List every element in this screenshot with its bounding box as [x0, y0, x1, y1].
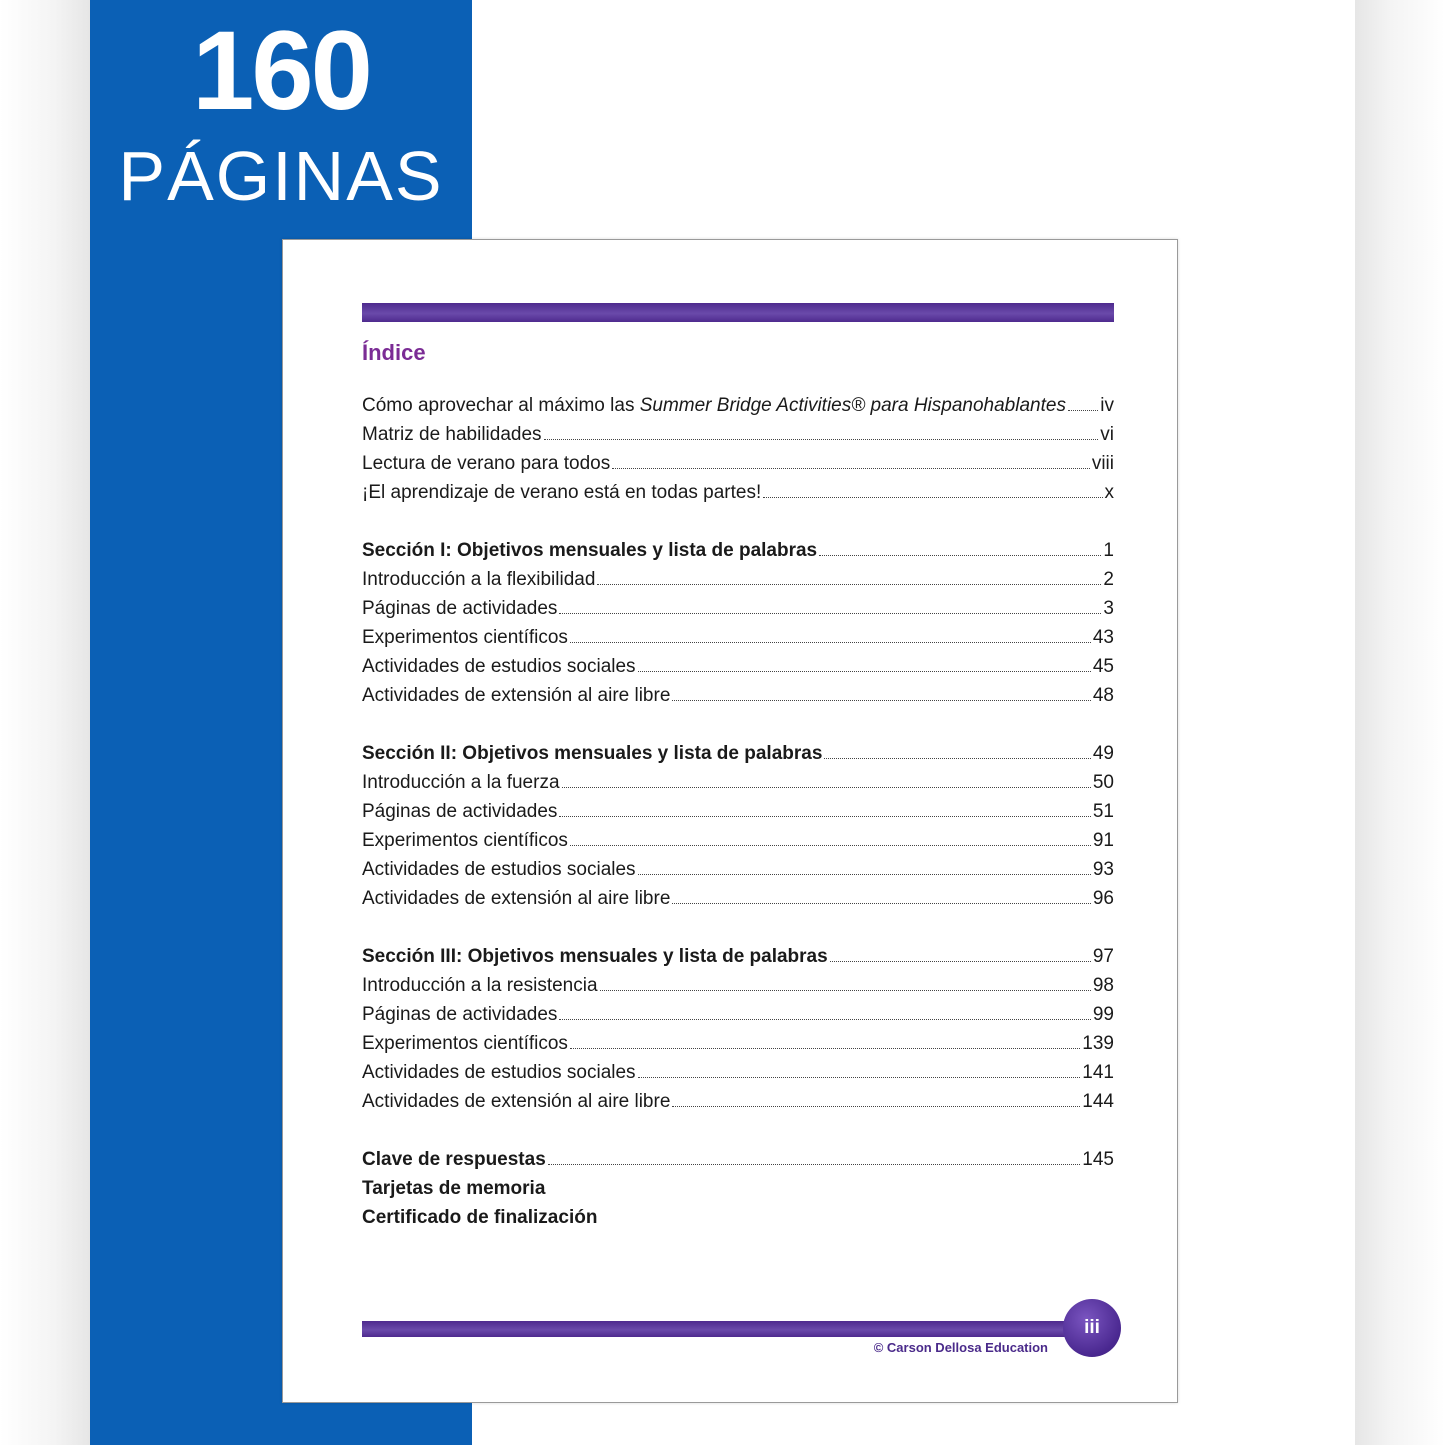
dot-leader — [570, 845, 1091, 846]
dot-leader — [548, 1164, 1081, 1165]
dot-leader — [830, 961, 1091, 962]
dot-leader — [597, 584, 1101, 585]
toc-entry-page: 141 — [1082, 1062, 1114, 1083]
dot-leader — [544, 439, 1099, 440]
toc-entry-label: Introducción a la flexibilidad — [362, 569, 596, 590]
toc-entry-page: 144 — [1082, 1091, 1114, 1112]
toc-entry-page: 96 — [1092, 888, 1114, 909]
dot-leader — [638, 874, 1091, 875]
toc-entry-label: Tarjetas de memoria — [362, 1178, 546, 1199]
toc-entry — [362, 482, 1114, 511]
dot-leader — [672, 1106, 1080, 1107]
toc-entry — [362, 830, 1114, 859]
toc-entry — [362, 453, 1114, 482]
dot-leader — [763, 497, 1102, 498]
toc-entry-label: Experimentos científicos — [362, 830, 568, 851]
toc-entry — [362, 1004, 1114, 1033]
toc-entry-page: 45 — [1092, 656, 1114, 677]
dot-leader — [559, 613, 1101, 614]
toc-entry-label: Actividades de extensión al aire libre — [362, 1091, 671, 1112]
toc-entry-label: Matriz de habilidades — [362, 424, 542, 445]
toc-entry-page: 48 — [1092, 685, 1114, 706]
section-heading — [362, 946, 1114, 975]
toc-entry-label: ¡El aprendizaje de verano está en todas partes! — [362, 482, 762, 503]
section-heading — [362, 743, 1114, 772]
toc-entry — [362, 975, 1114, 1004]
toc-entry-flash-cards — [362, 1178, 1114, 1207]
toc-entry-page: 50 — [1092, 772, 1114, 793]
toc-entry-label: Experimentos científicos — [362, 627, 568, 648]
toc-entry — [362, 598, 1114, 627]
dot-leader — [1068, 410, 1098, 411]
toc-entry — [362, 772, 1114, 801]
dot-leader — [570, 1048, 1080, 1049]
toc-entry-page: 139 — [1082, 1033, 1114, 1054]
copyright-text: © Carson Dellosa Education — [873, 1340, 1048, 1355]
table-of-contents — [362, 395, 1114, 1236]
toc-entry-label: Clave de respuestas — [362, 1149, 546, 1170]
spacer — [362, 917, 1114, 946]
dot-leader — [570, 642, 1091, 643]
toc-entry-label: Actividades de estudios sociales — [362, 1062, 636, 1083]
toc-entry-label: Páginas de actividades — [362, 801, 558, 822]
dot-leader — [559, 816, 1090, 817]
spacer — [362, 511, 1114, 540]
section-heading-page: 97 — [1092, 946, 1114, 967]
toc-entry — [362, 859, 1114, 888]
section-heading-label: Sección III: Objetivos mensuales y lista de palabras — [362, 946, 828, 967]
toc-entry-page: 99 — [1092, 1004, 1114, 1025]
toc-entry — [362, 424, 1114, 453]
spacer — [362, 1120, 1114, 1149]
toc-entry-page: vi — [1100, 424, 1114, 445]
dot-leader — [559, 1019, 1090, 1020]
toc-entry — [362, 627, 1114, 656]
toc-entry — [362, 395, 1114, 424]
toc-entry-label: Introducción a la fuerza — [362, 772, 560, 793]
section-heading-page: 49 — [1092, 743, 1114, 764]
section-heading-label: Sección I: Objetivos mensuales y lista de palabras — [362, 540, 818, 561]
toc-entry-label: Lectura de verano para todos — [362, 453, 611, 474]
toc-entry-page: 3 — [1103, 598, 1114, 619]
dot-leader — [562, 787, 1091, 788]
page-number-badge: iii — [1063, 1299, 1121, 1357]
toc-entry-label: Introducción a la resistencia — [362, 975, 598, 996]
toc-entry-page: 93 — [1092, 859, 1114, 880]
dot-leader — [672, 700, 1090, 701]
toc-entry-label: Actividades de extensión al aire libre — [362, 888, 671, 909]
toc-entry — [362, 569, 1114, 598]
toc-entry-certificate — [362, 1207, 1114, 1236]
dot-leader — [819, 555, 1101, 556]
toc-entry — [362, 685, 1114, 714]
dot-leader — [612, 468, 1090, 469]
toc-entry-label: Actividades de estudios sociales — [362, 859, 636, 880]
bottom-purple-rule — [362, 1321, 1074, 1337]
toc-entry — [362, 1062, 1114, 1091]
toc-entry-page: 98 — [1092, 975, 1114, 996]
toc-entry-page: 43 — [1092, 627, 1114, 648]
section-heading-label: Sección II: Objetivos mensuales y lista de palabras — [362, 743, 823, 764]
toc-entry-label: Cómo aprovechar al máximo las Summer Bridge Activities® para Hispanohablantes — [362, 395, 1066, 416]
book-page — [282, 239, 1178, 1403]
toc-entry-label: Actividades de estudios sociales — [362, 656, 636, 677]
dot-leader — [638, 671, 1091, 672]
page-count-word: PÁGINAS — [118, 137, 444, 215]
toc-entry-page: 2 — [1103, 569, 1114, 590]
toc-entry — [362, 801, 1114, 830]
section-heading — [362, 540, 1114, 569]
dot-leader — [600, 990, 1091, 991]
dot-leader — [672, 903, 1090, 904]
toc-entry — [362, 1091, 1114, 1120]
toc-entry-label: Certificado de finalización — [362, 1207, 598, 1228]
toc-entry — [362, 1033, 1114, 1062]
toc-entry-page: iv — [1100, 395, 1114, 416]
toc-entry-page: x — [1104, 482, 1114, 503]
top-purple-rule — [362, 303, 1114, 322]
toc-entry-page: 51 — [1092, 801, 1114, 822]
spacer — [362, 714, 1114, 743]
toc-entry-page: viii — [1091, 453, 1114, 474]
toc-entry-label: Páginas de actividades — [362, 1004, 558, 1025]
toc-entry-page: 145 — [1082, 1149, 1114, 1170]
toc-entry-label: Experimentos científicos — [362, 1033, 568, 1054]
section-heading-page: 1 — [1103, 540, 1114, 561]
toc-entry — [362, 656, 1114, 685]
dot-leader — [638, 1077, 1081, 1078]
toc-entry — [362, 888, 1114, 917]
toc-entry-label: Páginas de actividades — [362, 598, 558, 619]
background-shade-left — [0, 0, 90, 1445]
dot-leader — [824, 758, 1090, 759]
page-count-number: 160 — [192, 8, 370, 133]
toc-entry-answer-key — [362, 1149, 1114, 1178]
toc-entry-page: 91 — [1092, 830, 1114, 851]
background-shade-right — [1355, 0, 1445, 1445]
index-title: Índice — [362, 340, 426, 365]
toc-entry-label: Actividades de extensión al aire libre — [362, 685, 671, 706]
